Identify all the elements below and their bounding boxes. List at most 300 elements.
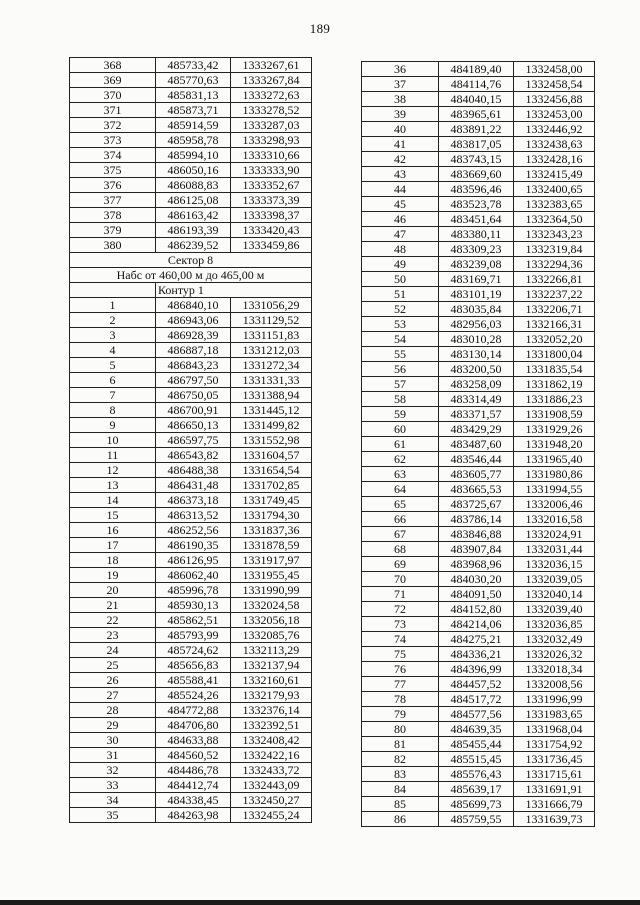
point-number-cell: 73 [362, 617, 439, 632]
x-coordinate-cell: 485724,62 [156, 643, 231, 658]
point-number-cell: 371 [70, 103, 156, 118]
x-coordinate-cell: 483487,60 [439, 437, 514, 452]
point-number-cell: 29 [70, 718, 156, 733]
point-number-cell: 7 [70, 388, 156, 403]
point-number-cell: 375 [70, 163, 156, 178]
y-coordinate-cell: 1332433,72 [231, 763, 312, 778]
y-coordinate-cell: 1332443,09 [231, 778, 312, 793]
x-coordinate-cell: 486543,82 [156, 448, 231, 463]
point-number-cell: 35 [70, 808, 156, 823]
point-number-cell: 13 [70, 478, 156, 493]
y-coordinate-cell: 1333352,67 [231, 178, 312, 193]
point-number-cell: 62 [362, 452, 439, 467]
table-row [362, 692, 595, 707]
point-number-cell: 377 [70, 193, 156, 208]
x-coordinate-cell: 486650,13 [156, 418, 231, 433]
x-coordinate-cell: 486252,56 [156, 523, 231, 538]
table-row [70, 763, 312, 778]
y-coordinate-cell: 1331151,83 [231, 328, 312, 343]
y-coordinate-cell: 1331980,86 [514, 467, 595, 482]
point-number-cell: 78 [362, 692, 439, 707]
table-row [362, 332, 595, 347]
table-row [70, 58, 312, 73]
point-number-cell: 45 [362, 197, 439, 212]
y-coordinate-cell: 1332016,58 [514, 512, 595, 527]
table-row [362, 122, 595, 137]
table-row [70, 343, 312, 358]
point-number-cell: 40 [362, 122, 439, 137]
table-row [70, 703, 312, 718]
table-row [70, 133, 312, 148]
point-number-cell: 12 [70, 463, 156, 478]
table-row [362, 92, 595, 107]
y-coordinate-cell: 1332446,92 [514, 122, 595, 137]
table-row [362, 707, 595, 722]
y-coordinate-cell: 1332040,14 [514, 587, 595, 602]
table-row [362, 632, 595, 647]
table-row [362, 422, 595, 437]
y-coordinate-cell: 1331994,55 [514, 482, 595, 497]
x-coordinate-cell: 483605,77 [439, 467, 514, 482]
x-coordinate-cell: 483817,05 [439, 137, 514, 152]
table-row [70, 118, 312, 133]
table-row [70, 403, 312, 418]
x-coordinate-cell: 486126,95 [156, 553, 231, 568]
table-row [70, 418, 312, 433]
point-number-cell: 379 [70, 223, 156, 238]
table-row [70, 808, 312, 823]
y-coordinate-cell: 1331654,54 [231, 463, 312, 478]
x-coordinate-cell: 484560,52 [156, 748, 231, 763]
y-coordinate-cell: 1332024,91 [514, 527, 595, 542]
point-number-cell: 63 [362, 467, 439, 482]
x-coordinate-cell: 486887,18 [156, 343, 231, 358]
point-number-cell: 48 [362, 242, 439, 257]
y-coordinate-cell: 1332206,71 [514, 302, 595, 317]
point-number-cell: 54 [362, 332, 439, 347]
point-number-cell: 372 [70, 118, 156, 133]
y-coordinate-cell: 1331800,04 [514, 347, 595, 362]
point-number-cell: 65 [362, 497, 439, 512]
x-coordinate-cell: 484338,45 [156, 793, 231, 808]
y-coordinate-cell: 1331552,98 [231, 433, 312, 448]
x-coordinate-cell: 485873,71 [156, 103, 231, 118]
coordinates-table-left [69, 57, 312, 823]
x-coordinate-cell: 486373,18 [156, 493, 231, 508]
table-row [362, 227, 595, 242]
point-number-cell: 79 [362, 707, 439, 722]
point-number-cell: 51 [362, 287, 439, 302]
point-number-cell: 18 [70, 553, 156, 568]
x-coordinate-cell: 483546,44 [439, 452, 514, 467]
table-row [362, 617, 595, 632]
y-coordinate-cell: 1331749,45 [231, 493, 312, 508]
table-row [362, 212, 595, 227]
x-coordinate-cell: 485759,55 [439, 812, 514, 827]
x-coordinate-cell: 483665,53 [439, 482, 514, 497]
table-row [70, 493, 312, 508]
x-coordinate-cell: 484457,52 [439, 677, 514, 692]
x-coordinate-cell: 486125,08 [156, 193, 231, 208]
table-row [70, 673, 312, 688]
x-coordinate-cell: 484517,72 [439, 692, 514, 707]
table-row [70, 88, 312, 103]
table-row [362, 482, 595, 497]
x-coordinate-cell: 483258,09 [439, 377, 514, 392]
x-coordinate-cell: 486431,48 [156, 478, 231, 493]
y-coordinate-cell: 1331837,36 [231, 523, 312, 538]
point-number-cell: 24 [70, 643, 156, 658]
table-row [362, 242, 595, 257]
y-coordinate-cell: 1332458,00 [514, 62, 595, 77]
table-row [70, 598, 312, 613]
table-row [70, 178, 312, 193]
y-coordinate-cell: 1332415,49 [514, 167, 595, 182]
point-number-cell: 60 [362, 422, 439, 437]
table-row [70, 793, 312, 808]
x-coordinate-cell: 484486,78 [156, 763, 231, 778]
table-row [362, 182, 595, 197]
point-number-cell: 11 [70, 448, 156, 463]
y-coordinate-cell: 1332422,16 [231, 748, 312, 763]
table-row [70, 238, 312, 253]
table-row [70, 433, 312, 448]
x-coordinate-cell: 484030,20 [439, 572, 514, 587]
table-row [70, 313, 312, 328]
table-row [362, 407, 595, 422]
x-coordinate-cell: 486062,40 [156, 568, 231, 583]
x-coordinate-cell: 483451,64 [439, 212, 514, 227]
point-number-cell: 368 [70, 58, 156, 73]
table-row [362, 152, 595, 167]
point-number-cell: 69 [362, 557, 439, 572]
point-number-cell: 34 [70, 793, 156, 808]
table-row [70, 658, 312, 673]
y-coordinate-cell: 1332453,00 [514, 107, 595, 122]
table-row [70, 553, 312, 568]
x-coordinate-cell: 483101,19 [439, 287, 514, 302]
table-row [70, 778, 312, 793]
y-coordinate-cell: 1332008,56 [514, 677, 595, 692]
table-row [362, 377, 595, 392]
point-number-cell: 378 [70, 208, 156, 223]
x-coordinate-cell: 486843,23 [156, 358, 231, 373]
table-row [362, 677, 595, 692]
y-coordinate-cell: 1331639,73 [514, 812, 595, 827]
point-number-cell: 16 [70, 523, 156, 538]
y-coordinate-cell: 1333420,43 [231, 223, 312, 238]
x-coordinate-cell: 486928,39 [156, 328, 231, 343]
point-number-cell: 370 [70, 88, 156, 103]
y-coordinate-cell: 1331736,45 [514, 752, 595, 767]
x-coordinate-cell: 486943,06 [156, 313, 231, 328]
point-number-cell: 4 [70, 343, 156, 358]
y-coordinate-cell: 1331666,79 [514, 797, 595, 812]
x-coordinate-cell: 486193,39 [156, 223, 231, 238]
point-number-cell: 31 [70, 748, 156, 763]
y-coordinate-cell: 1331917,97 [231, 553, 312, 568]
y-coordinate-cell: 1333267,61 [231, 58, 312, 73]
point-number-cell: 81 [362, 737, 439, 752]
y-coordinate-cell: 1331955,45 [231, 568, 312, 583]
point-number-cell: 27 [70, 688, 156, 703]
point-number-cell: 8 [70, 403, 156, 418]
x-coordinate-cell: 485656,83 [156, 658, 231, 673]
point-number-cell: 20 [70, 583, 156, 598]
y-coordinate-cell: 1331388,94 [231, 388, 312, 403]
point-number-cell: 1 [70, 298, 156, 313]
y-coordinate-cell: 1333287,03 [231, 118, 312, 133]
x-coordinate-cell: 483314,49 [439, 392, 514, 407]
x-coordinate-cell: 486597,75 [156, 433, 231, 448]
x-coordinate-cell: 485862,51 [156, 613, 231, 628]
y-coordinate-cell: 1331715,61 [514, 767, 595, 782]
x-coordinate-cell: 483371,57 [439, 407, 514, 422]
y-coordinate-cell: 1332319,84 [514, 242, 595, 257]
x-coordinate-cell: 484040,15 [439, 92, 514, 107]
point-number-cell: 58 [362, 392, 439, 407]
x-coordinate-cell: 486750,05 [156, 388, 231, 403]
point-number-cell: 369 [70, 73, 156, 88]
point-number-cell: 10 [70, 433, 156, 448]
table-row [70, 538, 312, 553]
y-coordinate-cell: 1331794,30 [231, 508, 312, 523]
y-coordinate-cell: 1332024,58 [231, 598, 312, 613]
point-number-cell: 71 [362, 587, 439, 602]
table-row [362, 197, 595, 212]
point-number-cell: 15 [70, 508, 156, 523]
y-coordinate-cell: 1332408,42 [231, 733, 312, 748]
table-row [70, 373, 312, 388]
x-coordinate-cell: 486088,83 [156, 178, 231, 193]
table-row [362, 167, 595, 182]
point-number-cell: 74 [362, 632, 439, 647]
point-number-cell: 85 [362, 797, 439, 812]
point-number-cell: 14 [70, 493, 156, 508]
page-number: 189 [309, 21, 331, 36]
point-number-cell: 33 [70, 778, 156, 793]
point-number-cell: 80 [362, 722, 439, 737]
point-number-cell: 77 [362, 677, 439, 692]
x-coordinate-cell: 484091,50 [439, 587, 514, 602]
point-number-cell: 52 [362, 302, 439, 317]
table-row [362, 797, 595, 812]
x-coordinate-cell: 483965,61 [439, 107, 514, 122]
x-coordinate-cell: 485831,13 [156, 88, 231, 103]
point-number-cell: 66 [362, 512, 439, 527]
table-row [362, 722, 595, 737]
table-row [362, 647, 595, 662]
table-row [70, 508, 312, 523]
point-number-cell: 68 [362, 542, 439, 557]
y-coordinate-cell: 1332039,40 [514, 602, 595, 617]
y-coordinate-cell: 1331702,85 [231, 478, 312, 493]
point-number-cell: 75 [362, 647, 439, 662]
table-row [362, 107, 595, 122]
x-coordinate-cell: 485930,13 [156, 598, 231, 613]
point-number-cell: 56 [362, 362, 439, 377]
x-coordinate-cell: 483669,60 [439, 167, 514, 182]
point-number-cell: 23 [70, 628, 156, 643]
y-coordinate-cell: 1333278,52 [231, 103, 312, 118]
table-row [362, 572, 595, 587]
point-number-cell: 57 [362, 377, 439, 392]
x-coordinate-cell: 485515,45 [439, 752, 514, 767]
y-coordinate-cell: 1332428,16 [514, 152, 595, 167]
x-coordinate-cell: 483968,96 [439, 557, 514, 572]
table-row [70, 463, 312, 478]
y-coordinate-cell: 1331331,33 [231, 373, 312, 388]
table-row [70, 748, 312, 763]
x-coordinate-cell: 484706,80 [156, 718, 231, 733]
x-coordinate-cell: 483725,67 [439, 497, 514, 512]
y-coordinate-cell: 1332400,65 [514, 182, 595, 197]
table-row [70, 718, 312, 733]
table-row [70, 643, 312, 658]
y-coordinate-cell: 1332294,36 [514, 257, 595, 272]
point-number-cell: 44 [362, 182, 439, 197]
x-coordinate-cell: 484577,56 [439, 707, 514, 722]
x-coordinate-cell: 485524,26 [156, 688, 231, 703]
x-coordinate-cell: 486313,52 [156, 508, 231, 523]
sector-subtitle-row [70, 268, 312, 283]
table-row [362, 257, 595, 272]
y-coordinate-cell: 1331862,19 [514, 377, 595, 392]
y-coordinate-cell: 1331691,91 [514, 782, 595, 797]
point-number-cell: 53 [362, 317, 439, 332]
x-coordinate-cell: 483380,11 [439, 227, 514, 242]
x-coordinate-cell: 484189,40 [439, 62, 514, 77]
y-coordinate-cell: 1331968,04 [514, 722, 595, 737]
sector-title-row [70, 253, 312, 268]
x-coordinate-cell: 483130,14 [439, 347, 514, 362]
y-coordinate-cell: 1332376,14 [231, 703, 312, 718]
x-coordinate-cell: 486488,38 [156, 463, 231, 478]
table-row [70, 208, 312, 223]
point-number-cell: 30 [70, 733, 156, 748]
x-coordinate-cell: 485996,78 [156, 583, 231, 598]
table-row [362, 737, 595, 752]
point-number-cell: 82 [362, 752, 439, 767]
table-row [362, 512, 595, 527]
table-row [70, 103, 312, 118]
point-number-cell: 47 [362, 227, 439, 242]
y-coordinate-cell: 1332160,61 [231, 673, 312, 688]
y-coordinate-cell: 1332137,94 [231, 658, 312, 673]
point-number-cell: 67 [362, 527, 439, 542]
y-coordinate-cell: 1332458,54 [514, 77, 595, 92]
table-row [362, 452, 595, 467]
point-number-cell: 50 [362, 272, 439, 287]
table-row [362, 302, 595, 317]
point-number-cell: 59 [362, 407, 439, 422]
x-coordinate-cell: 486190,35 [156, 538, 231, 553]
table-row [70, 478, 312, 493]
y-coordinate-cell: 1331499,82 [231, 418, 312, 433]
y-coordinate-cell: 1332237,22 [514, 287, 595, 302]
point-number-cell: 43 [362, 167, 439, 182]
x-coordinate-cell: 484214,06 [439, 617, 514, 632]
x-coordinate-cell: 485576,43 [439, 767, 514, 782]
x-coordinate-cell: 486797,50 [156, 373, 231, 388]
y-coordinate-cell: 1332383,65 [514, 197, 595, 212]
table-row [362, 812, 595, 827]
x-coordinate-cell: 483743,15 [439, 152, 514, 167]
y-coordinate-cell: 1333310,66 [231, 148, 312, 163]
table-row [362, 602, 595, 617]
point-number-cell: 76 [362, 662, 439, 677]
y-coordinate-cell: 1332456,88 [514, 92, 595, 107]
y-coordinate-cell: 1331835,54 [514, 362, 595, 377]
table-row [362, 752, 595, 767]
table-row [70, 298, 312, 313]
point-number-cell: 72 [362, 602, 439, 617]
y-coordinate-cell: 1332039,05 [514, 572, 595, 587]
y-coordinate-cell: 1331754,92 [514, 737, 595, 752]
y-coordinate-cell: 1331929,26 [514, 422, 595, 437]
y-coordinate-cell: 1332052,20 [514, 332, 595, 347]
table-row [362, 287, 595, 302]
y-coordinate-cell: 1332031,44 [514, 542, 595, 557]
page-bottom-edge [0, 900, 640, 905]
x-coordinate-cell: 485793,99 [156, 628, 231, 643]
x-coordinate-cell: 485699,73 [439, 797, 514, 812]
y-coordinate-cell: 1332036,85 [514, 617, 595, 632]
point-number-cell: 5 [70, 358, 156, 373]
table-row [70, 583, 312, 598]
point-number-cell: 39 [362, 107, 439, 122]
y-coordinate-cell: 1331886,23 [514, 392, 595, 407]
y-coordinate-cell: 1332166,31 [514, 317, 595, 332]
point-number-cell: 55 [362, 347, 439, 362]
point-number-cell: 49 [362, 257, 439, 272]
point-number-cell: 46 [362, 212, 439, 227]
x-coordinate-cell: 482956,03 [439, 317, 514, 332]
point-number-cell: 37 [362, 77, 439, 92]
x-coordinate-cell: 485914,59 [156, 118, 231, 133]
y-coordinate-cell: 1331129,52 [231, 313, 312, 328]
y-coordinate-cell: 1333459,86 [231, 238, 312, 253]
x-coordinate-cell: 484336,21 [439, 647, 514, 662]
contour-label: Контур 1 [156, 283, 312, 298]
x-coordinate-cell: 485958,78 [156, 133, 231, 148]
x-coordinate-cell: 483200,50 [439, 362, 514, 377]
table-row [70, 523, 312, 538]
y-coordinate-cell: 1331056,29 [231, 298, 312, 313]
point-number-cell: 2 [70, 313, 156, 328]
point-number-cell: 376 [70, 178, 156, 193]
y-coordinate-cell: 1333298,93 [231, 133, 312, 148]
point-number-cell: 64 [362, 482, 439, 497]
x-coordinate-cell: 485455,44 [439, 737, 514, 752]
point-number-cell: 70 [362, 572, 439, 587]
x-coordinate-cell: 484275,21 [439, 632, 514, 647]
y-coordinate-cell: 1333373,39 [231, 193, 312, 208]
table-row [362, 557, 595, 572]
x-coordinate-cell: 484152,80 [439, 602, 514, 617]
x-coordinate-cell: 483429,29 [439, 422, 514, 437]
point-number-cell: 26 [70, 673, 156, 688]
table-row [362, 392, 595, 407]
table-row [362, 62, 595, 77]
x-coordinate-cell: 483239,08 [439, 257, 514, 272]
x-coordinate-cell: 483169,71 [439, 272, 514, 287]
point-number-cell: 9 [70, 418, 156, 433]
x-coordinate-cell: 486163,42 [156, 208, 231, 223]
y-coordinate-cell: 1331445,12 [231, 403, 312, 418]
x-coordinate-cell: 485733,42 [156, 58, 231, 73]
x-coordinate-cell: 483035,84 [439, 302, 514, 317]
